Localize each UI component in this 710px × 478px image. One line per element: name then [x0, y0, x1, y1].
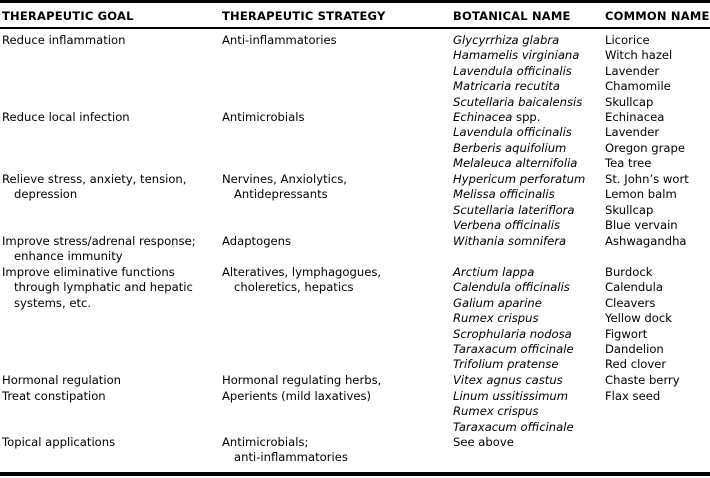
botanical-name: Arctium lappa	[453, 265, 535, 279]
table-row-common	[605, 110, 685, 172]
table-row-goal	[2, 172, 186, 203]
strategy-line: choleretics, hepatics	[234, 280, 354, 295]
common-name: Calendula	[605, 280, 663, 295]
goal-line: systems, etc.	[14, 295, 92, 310]
botanical-suffix: spp.	[512, 110, 541, 124]
common-name: Figwort	[605, 326, 648, 341]
common-name: Cleavers	[605, 295, 656, 310]
botanical-name: Taraxacum officinale	[453, 342, 574, 357]
strategy-line: Antidepressants	[234, 187, 328, 202]
goal-line: Reduce local infection	[2, 110, 130, 124]
header-therapeutic-strategy: THERAPEUTIC STRATEGY	[222, 9, 386, 23]
header-common-name: COMMON NAME	[605, 9, 710, 23]
table-row-botanical	[453, 110, 577, 172]
table-row-goal	[2, 373, 121, 388]
common-name: Skullcap	[605, 202, 654, 217]
botanical-name	[453, 110, 577, 125]
botanical-name: Rumex crispus	[453, 311, 539, 326]
table-row-strategy	[222, 172, 347, 203]
goal-line: Improve stress/adrenal response;	[2, 234, 196, 248]
botanical-name: Lavendula officinalis	[453, 63, 572, 78]
common-name: Lemon balm	[605, 187, 677, 202]
botanical-name: Hypericum perforatum	[453, 172, 586, 186]
header-botanical-name: BOTANICAL NAME	[453, 9, 571, 23]
table-row-strategy	[222, 265, 381, 296]
table-row-common	[605, 172, 689, 234]
table-row-strategy	[222, 373, 381, 388]
strategy-line: Anti-inflammatories	[222, 33, 337, 47]
botanical-name: Scutellaria baicalensis	[453, 94, 583, 109]
strategy-line: Nervines, Anxiolytics,	[222, 172, 347, 186]
botanical-name: Trifolium pratense	[453, 357, 559, 372]
common-name: Red clover	[605, 357, 667, 372]
goal-line: enhance immunity	[14, 249, 123, 264]
table-row-common	[605, 373, 680, 388]
table-row-goal	[2, 435, 115, 450]
strategy-line: Alteratives, lymphagogues,	[222, 265, 382, 279]
botanical-name: Hamamelis virginiana	[453, 48, 580, 63]
table-row-strategy	[222, 389, 371, 404]
table-row-botanical	[453, 172, 585, 234]
botanical-name: Scrophularia nodosa	[453, 326, 572, 341]
botanical-name: Taraxacum officinale	[453, 419, 574, 434]
common-name: Lavender	[605, 63, 660, 78]
goal-line: through lymphatic and hepatic	[14, 280, 193, 295]
table-row-strategy	[222, 435, 348, 466]
table-top-rule	[0, 0, 710, 3]
strategy-line: Hormonal regulating herbs,	[222, 373, 382, 387]
table-row-botanical	[453, 33, 582, 110]
common-name: Licorice	[605, 33, 650, 47]
common-name: Chaste berry	[605, 373, 680, 387]
strategy-line: Aperients (mild laxatives)	[222, 389, 372, 403]
botanical-name: Melaleuca alternifolia	[453, 156, 578, 171]
botanical-name: Lavendula officinalis	[453, 125, 572, 140]
table-row-strategy	[222, 33, 337, 48]
common-name: Chamomile	[605, 79, 671, 94]
strategy-line: anti-inflammatories	[234, 450, 348, 465]
table-row-botanical	[453, 265, 574, 373]
goal-line: Reduce inflammation	[2, 33, 126, 47]
table-row-goal	[2, 389, 106, 404]
botanical-name: Galium aparine	[453, 295, 542, 310]
table-row-strategy	[222, 110, 305, 125]
botanical-name: Withania somnifera	[453, 234, 567, 248]
strategy-line: Antimicrobials	[222, 110, 305, 124]
see-above-note: See above	[453, 435, 514, 449]
botanical-name: Rumex crispus	[453, 404, 539, 419]
header-rule	[0, 27, 710, 29]
botanical-name: Scutellaria lateriflora	[453, 202, 575, 217]
common-name: Witch hazel	[605, 48, 673, 63]
header-therapeutic-goal: THERAPEUTIC GOAL	[2, 9, 134, 23]
common-name: Burdock	[605, 265, 653, 279]
table-row-common	[605, 33, 672, 110]
goal-line: Hormonal regulation	[2, 373, 122, 387]
table-row-botanical	[453, 389, 574, 435]
table-row-common	[605, 389, 660, 404]
table-bottom-rule	[0, 472, 710, 476]
table-row-botanical	[453, 373, 563, 388]
common-name: Ashwagandha	[605, 234, 687, 248]
goal-line: Topical applications	[2, 435, 116, 449]
common-name: Yellow dock	[605, 311, 672, 326]
botanical-name: Matricaria recutita	[453, 79, 560, 94]
table-row-common	[605, 234, 687, 249]
common-name: Echinacea	[605, 110, 665, 124]
botanical-name: Verbena officinalis	[453, 218, 560, 233]
table-row-botanical	[453, 435, 514, 450]
common-name: Flax seed	[605, 389, 661, 403]
common-name: Dandelion	[605, 342, 664, 357]
botanical-name: Calendula officinalis	[453, 280, 570, 295]
botanical-name: Vitex agnus castus	[453, 373, 563, 387]
table-row-goal	[2, 33, 125, 48]
strategy-line: Antimicrobials;	[222, 435, 309, 449]
goal-line: depression	[14, 187, 78, 202]
botanical-genus: Echinacea	[453, 110, 513, 124]
table-row-goal	[2, 234, 196, 265]
goal-line: Relieve stress, anxiety, tension,	[2, 172, 187, 186]
common-name: St. John’s wort	[605, 172, 689, 186]
common-name: Tea tree	[605, 156, 652, 171]
goal-line: Improve eliminative functions	[2, 265, 175, 279]
botanical-name: Berberis aquifolium	[453, 140, 567, 155]
common-name: Skullcap	[605, 94, 654, 109]
goal-line: Treat constipation	[2, 389, 106, 403]
common-name: Lavender	[605, 125, 660, 140]
common-name: Blue vervain	[605, 218, 678, 233]
table-row-strategy	[222, 234, 291, 249]
table-row-botanical	[453, 234, 566, 249]
common-name: Oregon grape	[605, 140, 685, 155]
table-row-common	[605, 265, 672, 373]
table-row-goal	[2, 265, 193, 311]
table-row-goal	[2, 110, 130, 125]
botanical-name: Melissa officinalis	[453, 187, 555, 202]
botanical-name: Linum ussitissimum	[453, 389, 569, 403]
strategy-line: Adaptogens	[222, 234, 292, 248]
botanical-name: Glycyrrhiza glabra	[453, 33, 560, 47]
